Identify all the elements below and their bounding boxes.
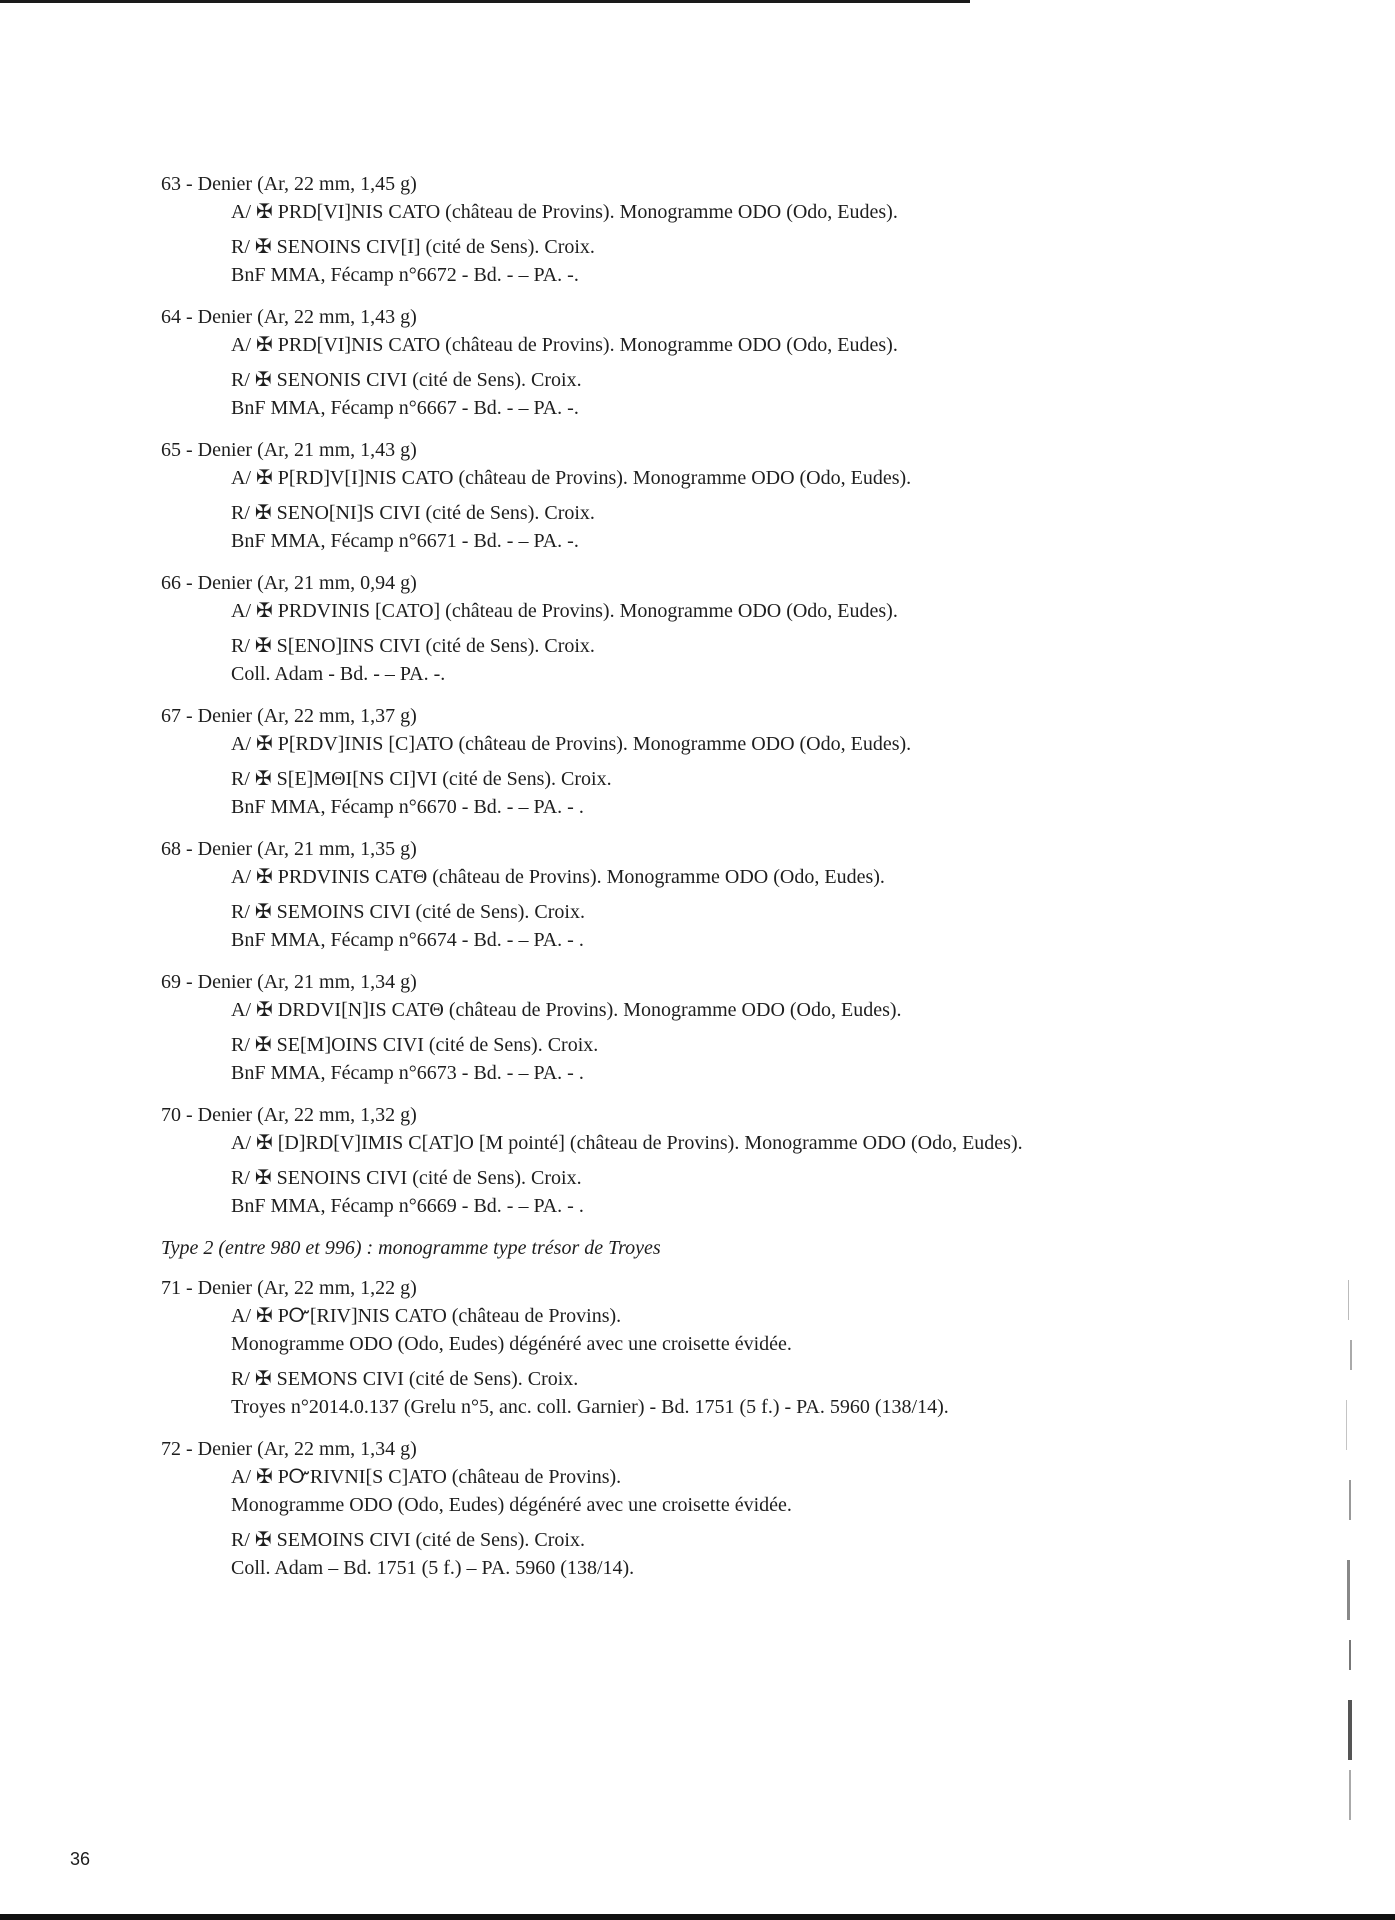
reference-line: BnF MMA, Fécamp n°6673 - Bd. - – PA. - . — [231, 1062, 584, 1084]
monogram-line: Monogramme ODO (Odo, Eudes) dégénéré avec une croisette évidée. — [231, 1494, 792, 1516]
catalogue-entry-68 — [161, 835, 1161, 954]
entry-header: 72 - Denier (Ar, 22 mm, 1,34 g) — [161, 1438, 417, 1460]
reverse-line: R/ ✠ SENONIS CIVI (cité de Sens). Croix. — [231, 369, 582, 391]
catalogue-content — [161, 170, 1161, 1596]
reference-line: Coll. Adam – Bd. 1751 (5 f.) – PA. 5960 (138/14). — [231, 1557, 635, 1579]
reverse-line: R/ ✠ SENOINS CIVI (cité de Sens). Croix. — [231, 1167, 582, 1189]
scan-edge-speckle — [1340, 1280, 1360, 1840]
catalogue-entry-72 — [161, 1435, 1161, 1582]
catalogue-entry-71 — [161, 1274, 1161, 1421]
entry-header: 71 - Denier (Ar, 22 mm, 1,22 g) — [161, 1277, 417, 1299]
entry-header: 66 - Denier (Ar, 21 mm, 0,94 g) — [161, 572, 417, 594]
obverse-line: A/ ✠ PᏅ[RIV]NIS CATO (château de Provins). — [231, 1305, 622, 1327]
reverse-line: R/ ✠ SEMONS CIVI (cité de Sens). Croix. — [231, 1368, 579, 1390]
obverse-line: A/ ✠ PRD[VI]NIS CATO (château de Provins). Monogramme ODO (Odo, Eudes). — [231, 201, 898, 223]
entry-header: 70 - Denier (Ar, 22 mm, 1,32 g) — [161, 1104, 417, 1126]
reverse-line: R/ ✠ SENO[NI]S CIVI (cité de Sens). Croix. — [231, 502, 595, 524]
catalogue-entry-65 — [161, 436, 1161, 555]
reference-line: BnF MMA, Fécamp n°6672 - Bd. - – PA. -. — [231, 264, 579, 286]
monogram-line: Monogramme ODO (Odo, Eudes) dégénéré avec une croisette évidée. — [231, 1333, 792, 1355]
entry-header: 65 - Denier (Ar, 21 mm, 1,43 g) — [161, 439, 417, 461]
obverse-line: A/ ✠ PRDVINIS [CATO] (château de Provins). Monogramme ODO (Odo, Eudes). — [231, 600, 898, 622]
obverse-line: A/ ✠ P[RD]V[I]NIS CATO (château de Provins). Monogramme ODO (Odo, Eudes). — [231, 467, 912, 489]
reference-line: BnF MMA, Fécamp n°6671 - Bd. - – PA. -. — [231, 530, 579, 552]
catalogue-entry-69 — [161, 968, 1161, 1087]
entry-header: 63 - Denier (Ar, 22 mm, 1,45 g) — [161, 173, 417, 195]
reference-line: BnF MMA, Fécamp n°6670 - Bd. - – PA. - . — [231, 796, 584, 818]
entry-header: 67 - Denier (Ar, 22 mm, 1,37 g) — [161, 705, 417, 727]
reverse-line: R/ ✠ SEMOINS CIVI (cité de Sens). Croix. — [231, 901, 585, 923]
reverse-line: R/ ✠ SE[M]OINS CIVI (cité de Sens). Croix. — [231, 1034, 599, 1056]
type-heading: Type 2 (entre 980 et 996) : monogramme type trésor de Troyes — [161, 1237, 661, 1259]
reference-line: Coll. Adam - Bd. - – PA. -. — [231, 663, 446, 685]
page-number: 36 — [70, 1849, 91, 1869]
bottom-rule — [0, 1914, 1395, 1920]
obverse-line: A/ ✠ DRDVI[N]IS CATΘ (château de Provins). Monogramme ODO (Odo, Eudes). — [231, 999, 902, 1021]
catalogue-entry-63 — [161, 170, 1161, 289]
reference-line: Troyes n°2014.0.137 (Grelu n°5, anc. coll. Garnier) - Bd. 1751 (5 f.) - PA. 5960 (138/14). — [231, 1396, 949, 1418]
catalogue-entry-64 — [161, 303, 1161, 422]
catalogue-entry-66 — [161, 569, 1161, 688]
top-rule — [0, 0, 970, 3]
reverse-line: R/ ✠ SENOINS CIV[I] (cité de Sens). Croix. — [231, 236, 595, 258]
reverse-line: R/ ✠ S[E]MΘI[NS CI]VI (cité de Sens). Croix. — [231, 768, 612, 790]
entry-header: 69 - Denier (Ar, 21 mm, 1,34 g) — [161, 971, 417, 993]
obverse-line: A/ ✠ [D]RD[V]IMIS C[AT]O [M pointé] (château de Provins). Monogramme ODO (Odo, Eudes). — [231, 1132, 1023, 1154]
catalogue-entry-70 — [161, 1101, 1161, 1220]
catalogue-entry-67 — [161, 702, 1161, 821]
obverse-line: A/ ✠ PᏅRIVNI[S C]ATO (château de Provins). — [231, 1466, 622, 1488]
reference-line: BnF MMA, Fécamp n°6669 - Bd. - – PA. - . — [231, 1195, 584, 1217]
reverse-line: R/ ✠ SEMOINS CIVI (cité de Sens). Croix. — [231, 1529, 585, 1551]
reverse-line: R/ ✠ S[ENO]INS CIVI (cité de Sens). Croix. — [231, 635, 595, 657]
obverse-line: A/ ✠ PRD[VI]NIS CATO (château de Provins). Monogramme ODO (Odo, Eudes). — [231, 334, 898, 356]
obverse-line: A/ ✠ PRDVINIS CATΘ (château de Provins). Monogramme ODO (Odo, Eudes). — [231, 866, 885, 888]
obverse-line: A/ ✠ P[RDV]INIS [C]ATO (château de Provins). Monogramme ODO (Odo, Eudes). — [231, 733, 912, 755]
entry-header: 64 - Denier (Ar, 22 mm, 1,43 g) — [161, 306, 417, 328]
reference-line: BnF MMA, Fécamp n°6674 - Bd. - – PA. - . — [231, 929, 584, 951]
entry-header: 68 - Denier (Ar, 21 mm, 1,35 g) — [161, 838, 417, 860]
reference-line: BnF MMA, Fécamp n°6667 - Bd. - – PA. -. — [231, 397, 579, 419]
